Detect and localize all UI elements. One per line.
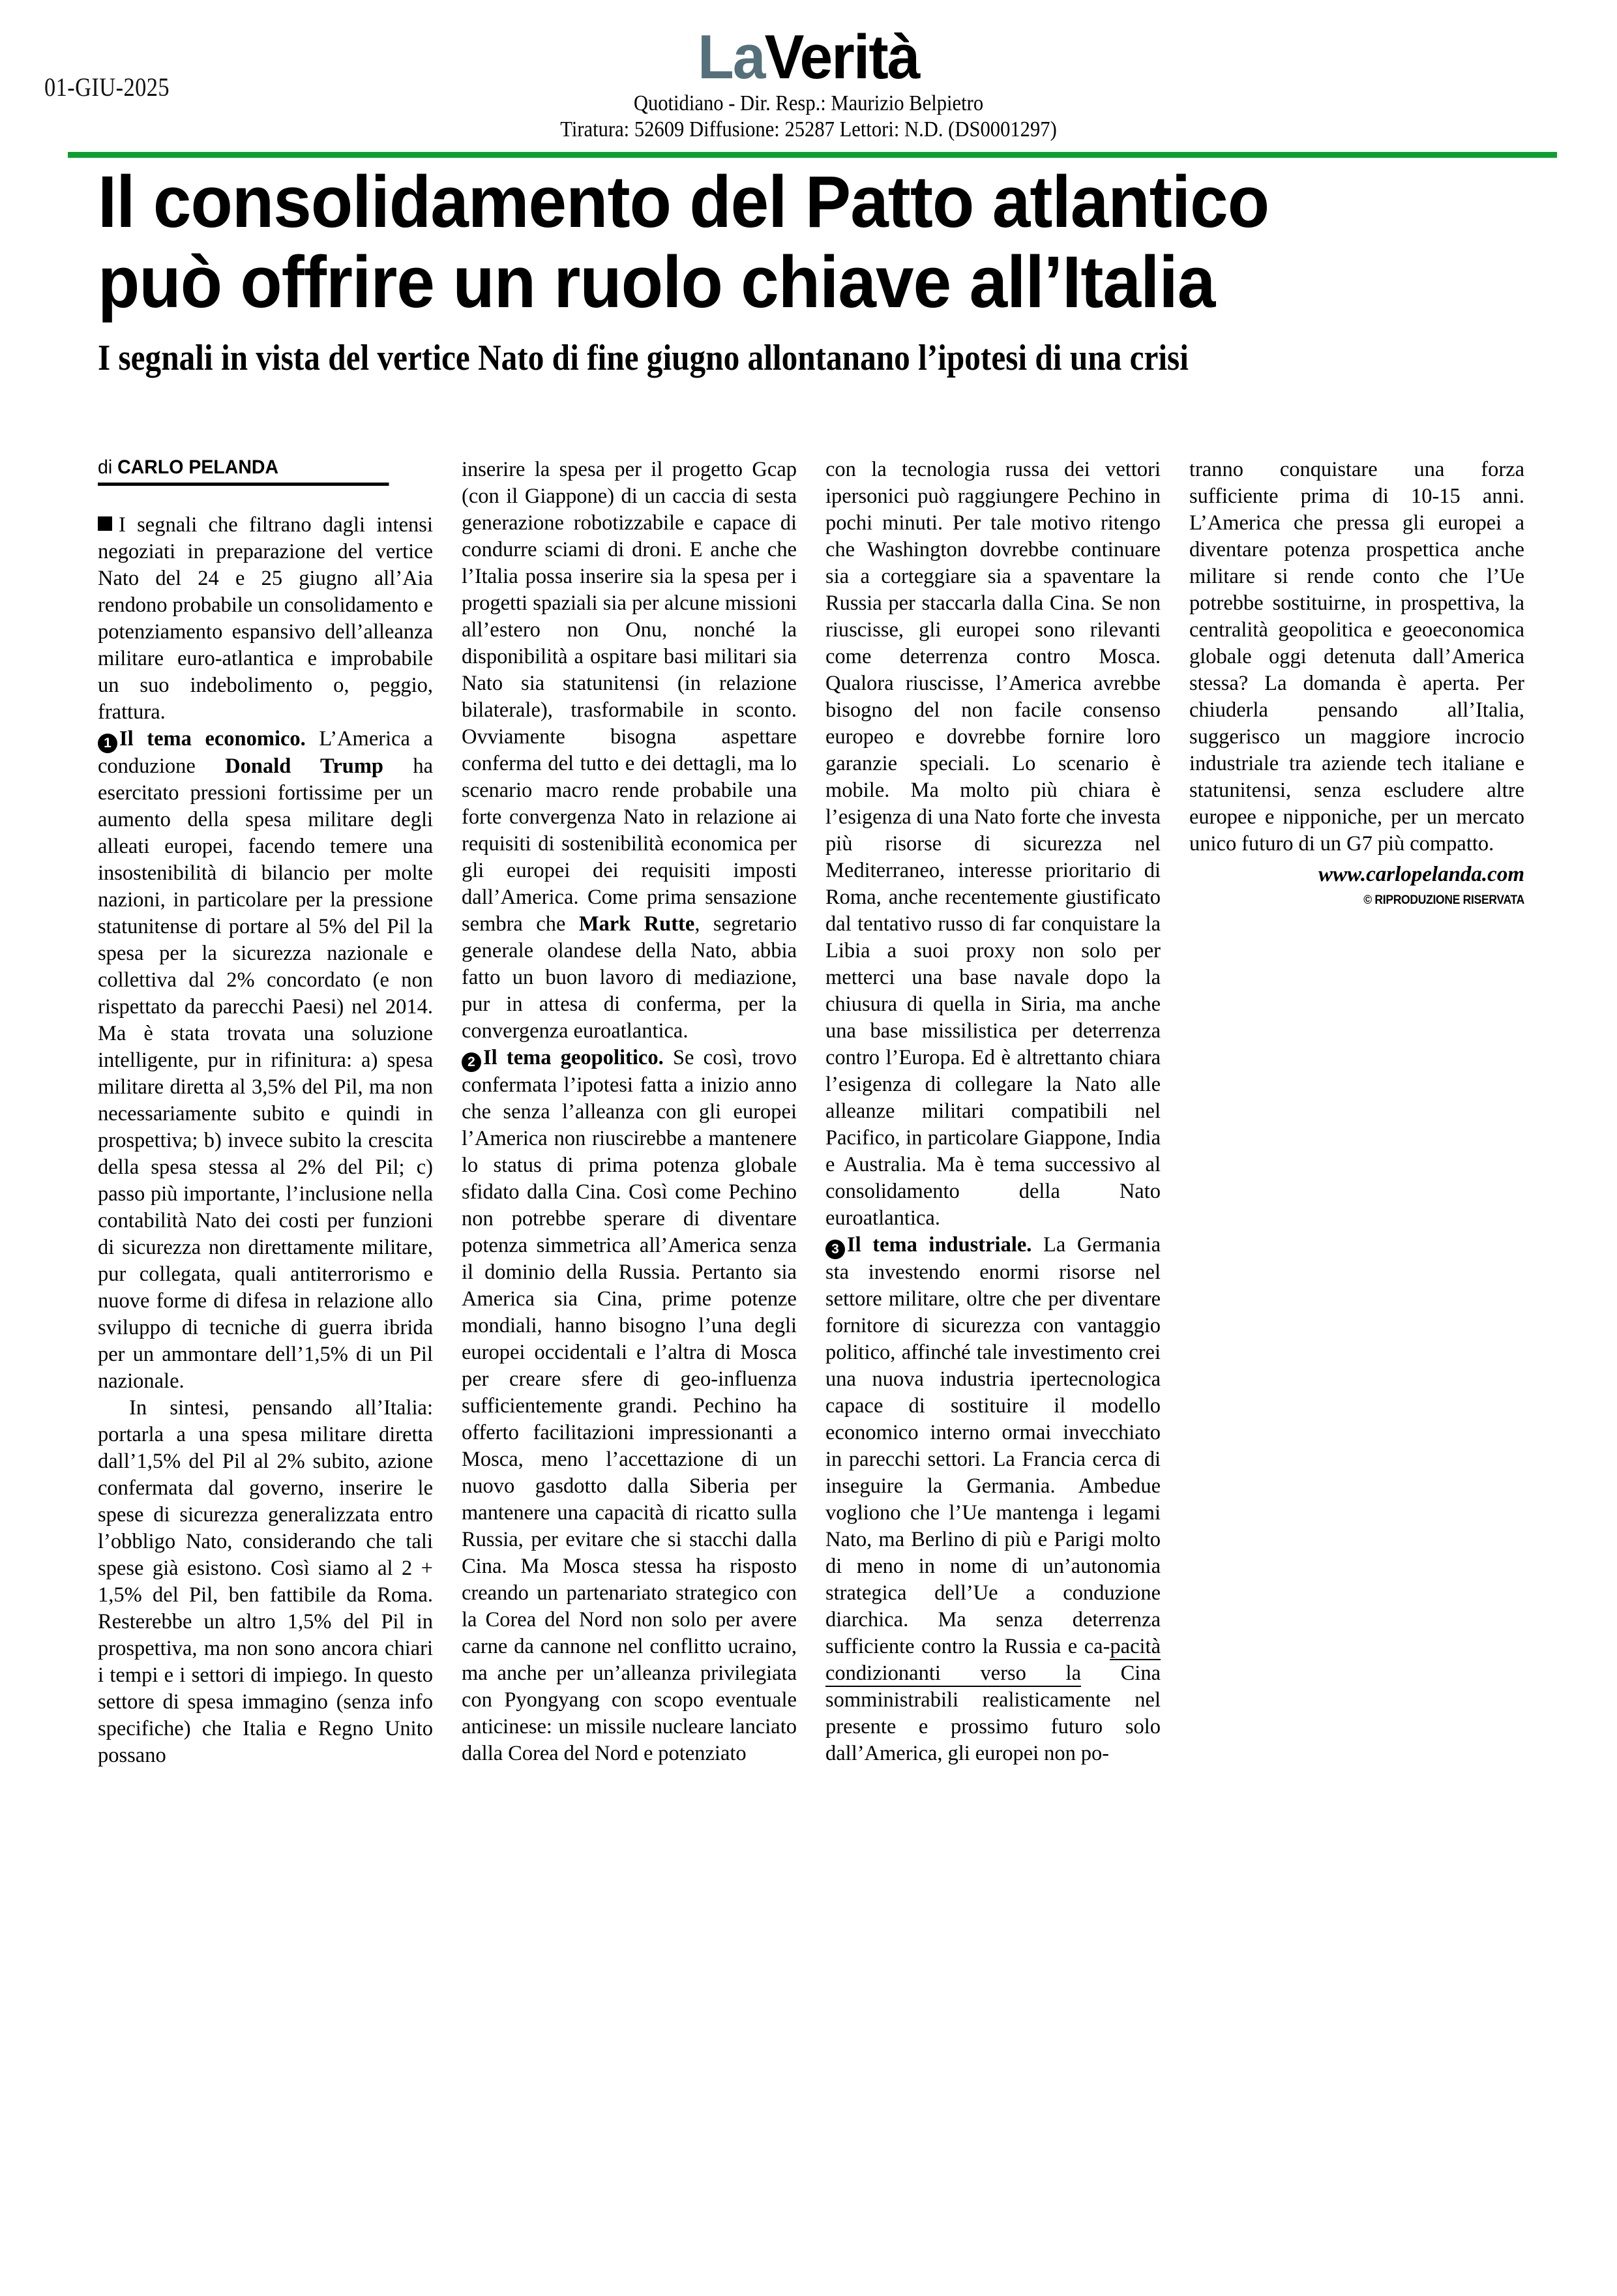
section-3-text-a: La Germania sta investendo enormi risorse nel settore militare, oltre che per diventare fornitore di sicurezza con vantaggio politico, affinché tale investimento crei una nuova industria ipertecnologica capace di sostituire il modello economico interno ormai invecchiato in parecchi settori. La Francia cerca di inseguire la Germania. Ambedue vogliono che l’Ue mantenga i legami Nato, ma Berlino di più e Parigi molto di meno in nome di un’autonomia strategica dell’Ue a conduzione diarchica. Ma senza deterrenza sufficiente contro la Russia e ca- <box>825 1233 1161 1658</box>
paragraph-gcap <box>462 456 797 1045</box>
number-bullet-1-icon: 1 <box>98 734 117 753</box>
article-column-3 <box>825 456 1161 1769</box>
section-1-title: Il tema economico. <box>119 727 306 751</box>
section-1-text-b: ha esercitato pressioni fortissime per un aumento della spesa militare degli alleati europei, facendo temere una insostenibilità di bilancio per molte nazioni, in particolare per la pressione statunitense di portare al 5% del Pil la spesa per la sicurezza nazionale e collettiva dal 2% concordato (e non rispettato da parecchi Paesi) nel 2014. Ma è stata trovata una soluzione intelligente, pur in rifinitura: a) spesa militare diretta al 3,5% del Pil, ma non necessariamente subito e quindi in prospettiva; b) invece subito la crescita della spesa stessa al 2% del Pil; c) passo più importante, l’inclusione nella contabilità Nato dei costi per funzioni di sicurezza non direttamente militare, pur collegata, quali antiterrorismo e nuove forme di difesa in relazione allo sviluppo di tecniche di guerra ibrida per un ammontare dell’1,5% di un Pil nazionale. <box>98 754 434 1393</box>
section-2-text: Se così, trovo confermata l’ipotesi fatta a inizio anno che senza l’alleanza con gli europei l’America non riuscirebbe a mantenere lo status di prima potenza globale sfidato dalla Cina. Così come Pechino non potrebbe sperare di diventare potenza simmetrica all’America senza il dominio della Russia. Pertanto sia America sia Cina, prime potenze mondiali, hanno bisogno l’una degli europei occidentali e l’altra di Mosca per creare sfere di geo-influenza sufficientemente grandi. Pechino ha offerto facilitazioni impressionanti a Mosca, meno l’accettazione di un nuovo gasdotto dalla Siberia per mantenere una capacità di ricatto sulla Russia, per evitare che si stacchi dalla Cina. Ma Mosca stessa ha risposto creando un partenariato strategico con la Corea del Nord non solo per avere carne da cannone nel conflitto ucraino, ma anche per un’alleanza privilegiata con Pyongyang con scopo eventuale anticinese: un missile nucleare lanciato dalla Corea del Nord e potenziato <box>462 1046 797 1765</box>
masthead-subline-publisher: Quotidiano - Dir. Resp.: Maurizio Belpietro <box>633 91 984 116</box>
headline-line-2: può offrire un ruolo chiave all’Italia <box>98 241 1215 323</box>
paragraph-tecnologia-russa: con la tecnologia russa dei vettori ipersonici può raggiungere Pechino in pochi minuti. Per tale motivo ritengo che Washington dovrebbe continuare sia a corteggiare sia a spaventare la Russia per staccarla dalla Cina. Se non riuscisse, gli europei sono rilevanti come deterrenza contro Mosca. Qualora riuscisse, l’America avrebbe bisogno del non facile consenso europeo e dovrebbe fornire loro garanzie speciali. Lo scenario è mobile. Ma molto più chiara è l’esigenza di una Nato forte che investa più risorse di sicurezza nel Mediterraneo, interesse prioritario di Roma, anche recentemente giustificato dal tentativo russo di far conquistare la Libia a suoi proxy non solo per metterci una base navale dopo la chiusura di quella in Siria, ma anche una base missilistica per deterrenza contro l’Europa. Ed è altrettanto chiara l’esigenza di collegare la Nato alle alleanze militari compatibili nel Pacifico, in particolare Giappone, India e Australia. Ma è tema successivo al consolidamento della Nato euroatlantica. <box>825 458 1161 1230</box>
column-3-body <box>825 456 1161 1767</box>
section-2-title: Il tema geopolitico. <box>483 1046 664 1069</box>
section-1-paragraph <box>98 726 433 1395</box>
paragraph-gcap-text-b: , segretario generale olandese della Nato, abbia fatto un buon lavoro di mediazione, pur in attesa di conferma, per la convergenza euroatlantica. <box>462 912 797 1043</box>
byline-author: CARLO PELANDA <box>117 456 279 478</box>
number-bullet-2-icon: 2 <box>462 1052 481 1072</box>
section-3-title: Il tema industriale. <box>847 1233 1032 1257</box>
headline-line-1: Il consolidamento del Patto atlantico <box>98 161 1269 243</box>
section-1-text-a: L’America a conduzione <box>98 727 433 778</box>
paragraph-opening <box>98 512 433 726</box>
square-bullet-icon <box>98 516 112 531</box>
person-name-donald-trump: Donald Trump <box>225 754 383 778</box>
section-2-paragraph <box>462 1045 797 1767</box>
column-4-body <box>1189 456 1524 857</box>
masthead-subline-circulation: Tiratura: 52609 Diffusione: 25287 Lettori: N.D. (DS0001297) <box>560 117 1057 142</box>
masthead-logo-verita: Verità <box>764 22 919 92</box>
green-divider-rule <box>68 152 1557 158</box>
section-3-text-b: Cina somministrabili realisticamente nel presente e prossimo futuro solo dall’America, gli europei non po- <box>825 1662 1161 1765</box>
paragraph-gcap-text-a: inserire la spesa per il progetto Gcap (con il Giappone) di un caccia di sesta generazione robotizzabile e capace di condurre sciami di droni. E anche che l’Italia possa inserire sia la spesa per i progetti spaziali sia per alcune missioni all’estero non Onu, nonché la disponibilità a ospitare basi militari sia Nato sia statunitensi (in relazione bilaterale), trasformabile in sconto. Ovviamente bisogna aspettare conferma del tutto e dei dettagli, ma lo scenario macro rende probabile una forte convergenza Nato in relazione ai requisiti di sostenibilità economica per gli europei dei requisiti imposti dall’America. Come prima sensazione sembra che <box>462 458 797 936</box>
headline-block <box>98 162 1532 378</box>
copyright-notice: © RIPRODUZIONE RISERVATA <box>1363 893 1524 907</box>
masthead <box>0 22 1617 142</box>
number-bullet-3-icon: 3 <box>825 1240 845 1259</box>
byline <box>98 456 389 486</box>
clipping-header <box>0 0 1617 151</box>
masthead-logo <box>698 22 919 92</box>
article-column-4 <box>1189 456 1524 1769</box>
article-columns <box>98 456 1552 1769</box>
byline-prefix: di <box>98 456 118 478</box>
section-3-paragraph <box>825 1232 1161 1767</box>
section-3-underlined-fragment: pacità condizionanti verso la <box>825 1635 1161 1687</box>
masthead-logo-la: La <box>698 22 765 92</box>
column-2-body <box>462 456 797 1767</box>
article-column-1 <box>98 456 433 1769</box>
paragraph-opening-text: I segnali che filtrano dagli intensi negoziati in preparazione del vertice Nato del 24 e 25 giugno all’Aia rendono probabile un consolidamento e potenziamento espansivo dell’alleanza militare euro-atlantica e improbabile un suo indebolimento o, peggio, frattura. <box>98 513 433 724</box>
clipping-date: 01-GIU-2025 <box>44 72 170 102</box>
article-column-2 <box>462 456 797 1769</box>
paragraph-conclusione: tranno conquistare una forza sufficiente prima di 10-15 anni. L’America che pressa gli europei a diventare potenza prospettica anche militare si rende conto che l’Ue potrebbe sostituirne, in prospettiva, la centralità geopolitica e geoeconomica globale oggi detenuta dall’America stessa? La domanda è aperta. Per chiuderla pensando all’Italia, suggerisco un maggiore incrocio industriale tra aziende tech italiane e statunitensi, senza escludere altre europee e nipponiche, per un mercato unico futuro di un G7 più compatto. <box>1189 458 1524 856</box>
paragraph-in-sintesi: In sintesi, pensando all’Italia: portarla a una spesa militare diretta dall’1,5% del Pil al 2% subito, azione confermata dal governo, inserire le spese di sicurezza generalizzata entro l’obbligo Nato, considerando che tali spese già esistono. Così siamo al 2 + 1,5% del Pil, ben fattibile da Roma. Resterebbe un altro 1,5% del Pil in prospettiva, ma non sono ancora chiari i tempi e i settori di impiego. In questo settore di spesa immagino (senza info specifiche) che Italia e Regno Unito possano <box>98 1396 433 1767</box>
column-1-body <box>98 512 433 1769</box>
headline-subhead: I segnali in vista del vertice Nato di fine giugno allontanano l’ipotesi di una crisi <box>98 338 1189 379</box>
author-website[interactable]: www.carlopelanda.com <box>1318 863 1524 886</box>
person-name-mark-rutte: Mark Rutte <box>578 912 695 936</box>
